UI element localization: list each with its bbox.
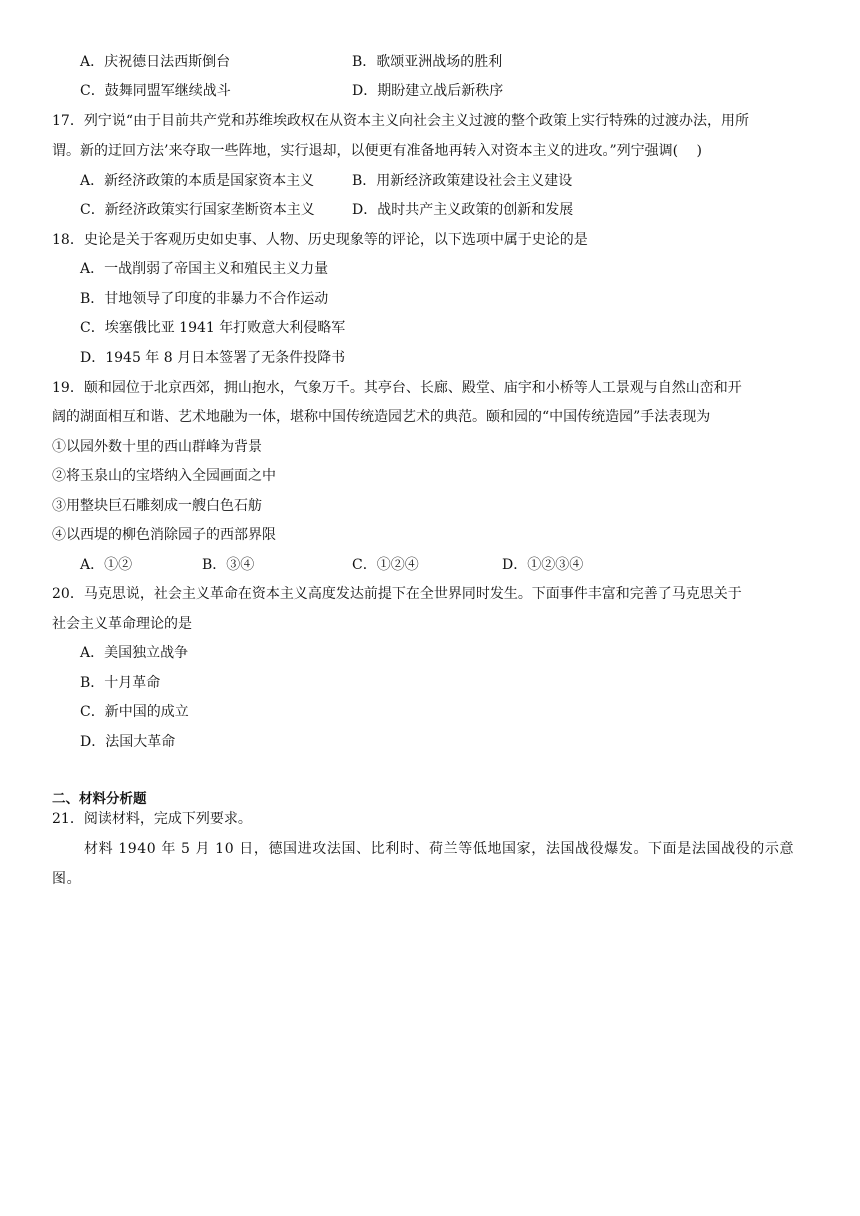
q17-stem-line2: 谓。新的迂回方法’来夺取一些阵地，实行退却，以便更有准备地再转入对资本主义的进攻。”列宁强调( ) bbox=[52, 143, 702, 159]
q16-option-c: C．鼓舞同盟军继续战斗 bbox=[80, 83, 231, 99]
q19-option-a: A．①② bbox=[80, 557, 133, 573]
q18-option-b: B．甘地领导了印度的非暴力不合作运动 bbox=[80, 291, 329, 307]
q17-option-b: B．用新经济政策建设社会主义建设 bbox=[352, 173, 573, 189]
q19-option-d: D．①②③④ bbox=[502, 557, 584, 573]
q20-option-d: D．法国大革命 bbox=[80, 734, 176, 750]
q19-item-3: ③用整块巨石雕刻成一艘白色石舫 bbox=[52, 498, 262, 514]
q19-stem-line2: 阔的湖面相互和谐、艺术地融为一体，堪称中国传统造园艺术的典范。颐和园的“中国传统造园”手法表现为 bbox=[52, 409, 711, 425]
q20-option-a: A．美国独立战争 bbox=[80, 645, 189, 661]
q19-item-4: ④以西堤的柳色消除园子的西部界限 bbox=[52, 527, 276, 543]
q18-option-a: A．一战削弱了帝国主义和殖民主义力量 bbox=[80, 261, 329, 277]
q20-option-c: C．新中国的成立 bbox=[80, 704, 189, 720]
material-line1: 材料 1940 年 5 月 10 日，德国进攻法国、比利时、荷兰等低地国家，法国战役爆发。下面是法国战役的示意 bbox=[84, 841, 795, 857]
q18-stem: 18．史论是关于客观历史如史事、人物、历史现象等的评论，以下选项中属于史论的是 bbox=[52, 232, 588, 248]
q19-option-b: B．③④ bbox=[202, 557, 255, 573]
q20-stem-line2: 社会主义革命理论的是 bbox=[52, 616, 192, 632]
q18-option-c: C．埃塞俄比亚 1941 年打败意大利侵略军 bbox=[80, 320, 346, 336]
q17-option-d: D．战时共产主义政策的创新和发展 bbox=[352, 202, 574, 218]
q20-option-b: B．十月革命 bbox=[80, 675, 161, 691]
q19-option-c: C．①②④ bbox=[352, 557, 419, 573]
q16-option-b: B．歌颂亚洲战场的胜利 bbox=[352, 54, 503, 70]
q16-option-d: D．期盼建立战后新秩序 bbox=[352, 83, 504, 99]
q19-item-2: ②将玉泉山的宝塔纳入全园画面之中 bbox=[52, 468, 276, 484]
q17-option-c: C．新经济政策实行国家垄断资本主义 bbox=[80, 202, 315, 218]
q19-stem-line1: 19．颐和园位于北京西郊，拥山抱水，气象万千。其亭台、长廊、殿堂、庙宇和小桥等人工景观与自然山峦和开 bbox=[52, 380, 742, 396]
q18-option-d: D．1945 年 8 月日本签署了无条件投降书 bbox=[80, 350, 346, 366]
q17-option-a: A．新经济政策的本质是国家资本主义 bbox=[80, 173, 315, 189]
q17-stem-line1: 17．列宁说“由于目前共产党和苏维埃政权在从资本主义向社会主义过渡的整个政策上实行特殊的过渡办法，用所 bbox=[52, 113, 749, 129]
q19-item-1: ①以园外数十里的西山群峰为背景 bbox=[52, 439, 262, 455]
q20-stem-line1: 20．马克思说，社会主义革命在资本主义高度发达前提下在全世界同时发生。下面事件丰富和完善了马克思关于 bbox=[52, 586, 742, 602]
section-heading: 二、材料分析题 bbox=[52, 791, 147, 807]
q16-option-a: A．庆祝德日法西斯倒台 bbox=[80, 54, 231, 70]
material-line2: 图。 bbox=[52, 871, 82, 887]
q21-stem: 21．阅读材料，完成下列要求。 bbox=[52, 811, 252, 827]
